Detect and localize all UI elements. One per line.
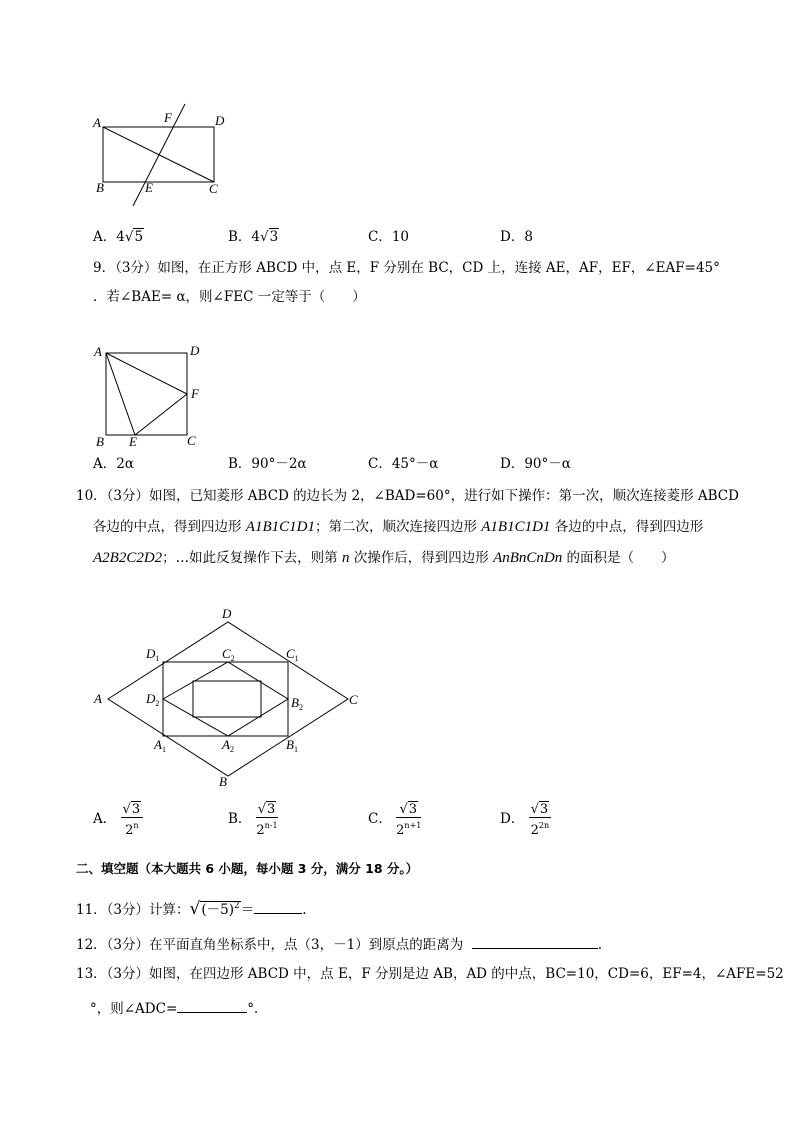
q10-line1: 10．（3分）如图，已知菱形 ABCD 的边长为 2，∠BAD=60°，进行如下操作：第一次，顺次连接菱形 ABCD — [76, 488, 739, 504]
label-b: B — [96, 434, 104, 449]
label-c1: $C_1$ — [286, 646, 299, 663]
q10-figure — [90, 600, 370, 795]
quad-a2b2c2d2: A2B2C2D2 — [93, 550, 163, 566]
quad-a1b1c1d1-ref: A1B1C1D1 — [481, 519, 551, 535]
q9-option-c: C．45°－α — [368, 456, 439, 472]
quad-a1b1c1d1: A1B1C1D1 — [245, 519, 315, 535]
q9-option-a: A．2α — [93, 456, 134, 472]
rhombus-a2b2c2d2 — [163, 662, 288, 736]
label-a: A — [93, 115, 101, 130]
diagonal-ac — [103, 127, 214, 182]
label-b1: $B_1$ — [286, 737, 298, 754]
label-d: D — [215, 113, 225, 128]
square-abcd — [106, 353, 187, 435]
q10-line2: 各边的中点，得到四边形 A1B1C1D1；第二次，顺次连接四边形 A1B1C1D1 各边的中点，得到四边形 — [93, 519, 704, 535]
q13-line2: °，则∠ADC= °． — [90, 998, 268, 1018]
section-2-title: 二、填空题（本大题共 6 小题，每小题 3 分，满分 18 分。） — [76, 861, 419, 876]
label-f: F — [191, 386, 199, 401]
label-e: E — [129, 434, 137, 449]
rectangle-a1b1c1d1 — [163, 662, 288, 736]
label-a: A — [94, 691, 102, 706]
q8-option-b: B．4√3 — [228, 229, 279, 245]
q11-line: 11．（3分）计算：$√(-5)^2=$ . — [76, 899, 307, 919]
q9-figure — [88, 340, 218, 450]
q9-line1: 9．（3分）如图，在正方形 ABCD 中，点 E，F 分别在 BC，CD 上，连接 AE，AF，EF，∠EAF=45° — [93, 260, 720, 276]
label-f: F — [164, 110, 172, 125]
label-c: C — [209, 181, 218, 196]
q10-option-c: C． $\frac{√3}{2^{n+1}}$ — [368, 801, 422, 838]
label-d1: $D_1$ — [146, 646, 160, 663]
label-a: A — [94, 344, 102, 359]
label-b: B — [219, 774, 227, 789]
label-c: C — [187, 433, 196, 448]
q10-line3: A2B2C2D2；…如此反复操作下去，则第 n 次操作后，得到四边形 AnBnCnDn 的面积是（ ） — [93, 550, 675, 566]
q13-line1: 13．（3分）如图，在四边形 ABCD 中，点 E，F 分别是边 AB，AD 的中点，BC=10，CD=6，EF=4，∠AFE=52 — [76, 966, 784, 982]
rectangle-a3b3c3d3 — [193, 681, 261, 717]
label-d: D — [190, 343, 200, 358]
q9-option-b: B．90°－2α — [228, 456, 307, 472]
q8-option-c: C．10 — [368, 229, 410, 245]
q12-line: 12．（3分）在平面直角坐标系中，点（3，－1）到原点的距离为 . — [76, 934, 602, 954]
label-d: D — [222, 606, 232, 621]
label-a1: $A_1$ — [154, 737, 166, 754]
label-d2: $D_2$ — [146, 691, 160, 708]
q8-option-a: A．4√5 — [93, 229, 144, 245]
q10-option-d: D． $\frac{√3}{2^{2n}}$ — [500, 801, 551, 838]
q8-option-d: D．8 — [500, 229, 533, 245]
label-e: E — [145, 180, 153, 195]
segment-ef — [135, 394, 187, 435]
q11-answer-blank[interactable] — [254, 899, 302, 914]
label-c: C — [349, 692, 358, 707]
q10-option-b: B． $\frac{√3}{2^{n-1}}$ — [228, 801, 278, 838]
q12-answer-blank[interactable] — [472, 934, 598, 949]
q9-option-d: D．90°－α — [500, 456, 571, 472]
quad-anbncndn: AnBnCnDn — [493, 550, 563, 566]
label-a2: $A_2$ — [222, 737, 234, 754]
q8-figure — [88, 100, 238, 210]
label-b2: $B_2$ — [291, 695, 303, 712]
label-c2: $C_2$ — [222, 646, 235, 663]
q13-answer-blank[interactable] — [177, 998, 247, 1013]
q9-line2: ．若∠BAE= α，则∠FEC 一定等于（ ） — [93, 289, 366, 305]
q10-option-a: A． $\frac{√3}{2^n}$ — [93, 801, 143, 838]
line-ef — [133, 104, 185, 206]
label-b: B — [96, 180, 104, 195]
